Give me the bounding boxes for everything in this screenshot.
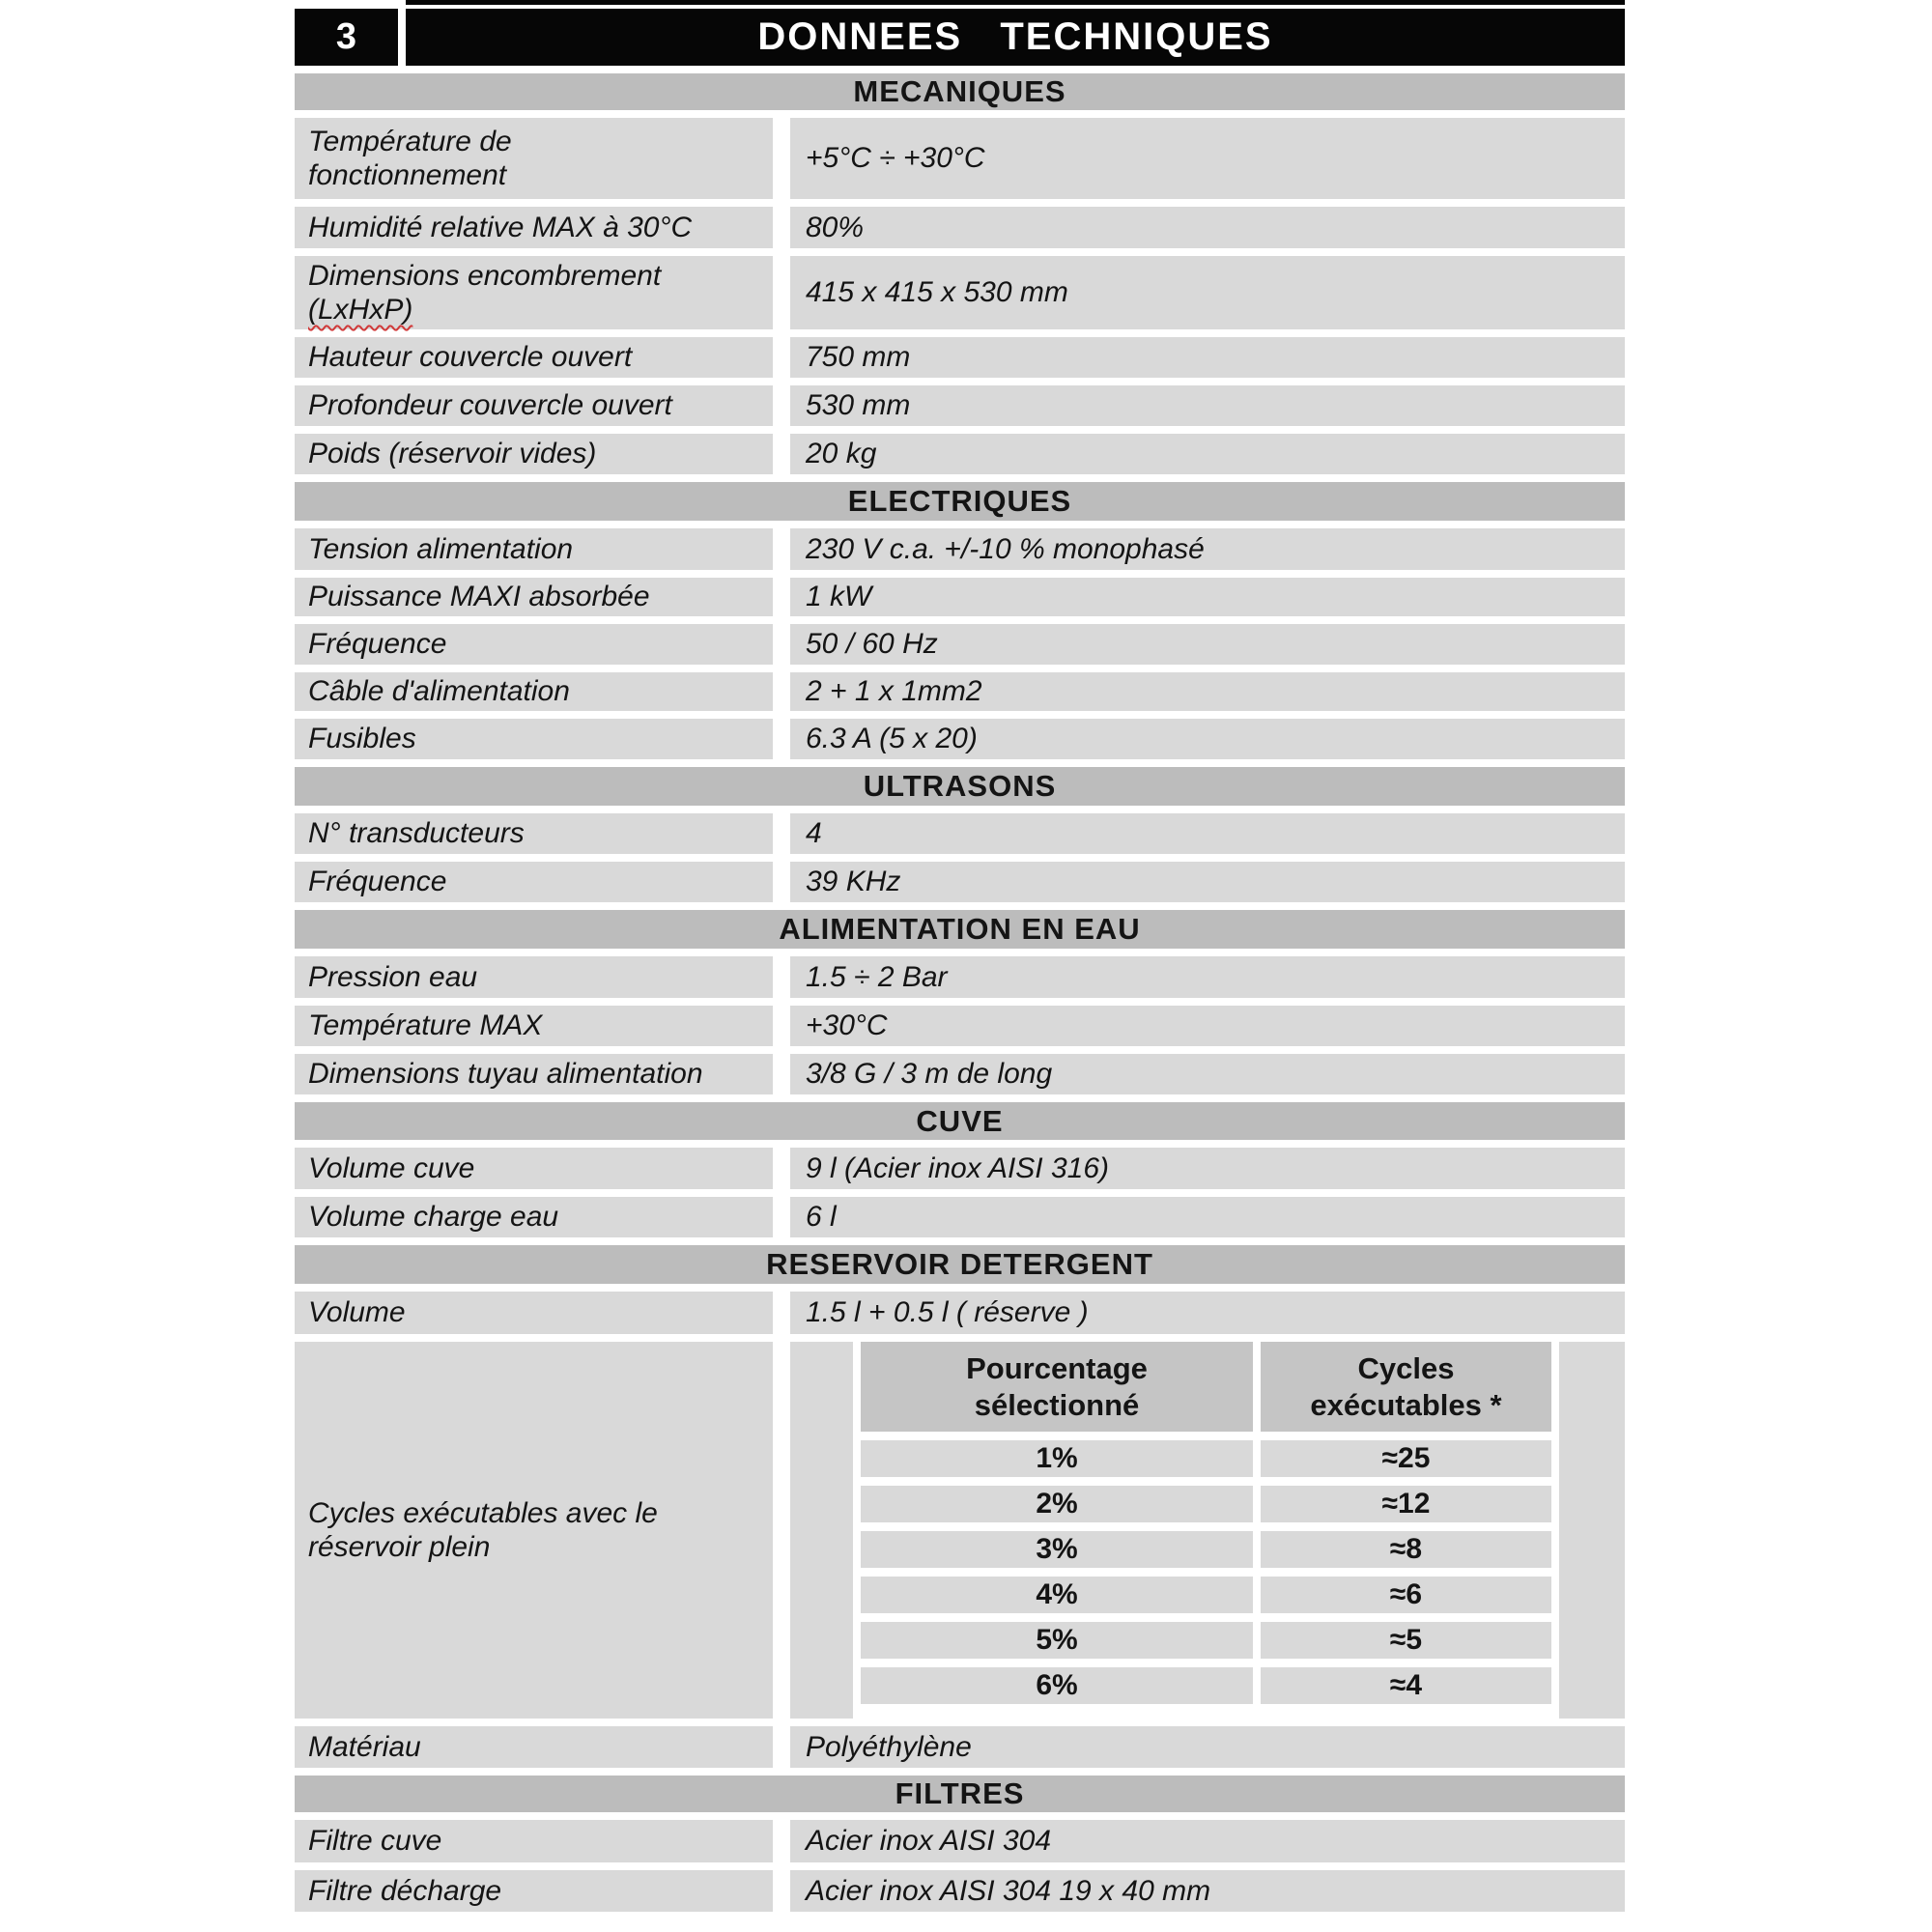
spec-label: Température MAX bbox=[295, 1006, 773, 1046]
spec-value: 530 mm bbox=[790, 385, 1625, 426]
spec-label: Poids (réservoir vides) bbox=[295, 434, 773, 474]
cycles-col-header-cycles: Cycles exécutables * bbox=[1261, 1342, 1551, 1432]
section-header-cuve: CUVE bbox=[295, 1102, 1625, 1140]
spec-value: +30°C bbox=[790, 1006, 1625, 1046]
spec-label: Fusibles bbox=[295, 719, 773, 759]
cycles-percent-cell: 4% bbox=[861, 1577, 1253, 1613]
cycles-percent-cell: 3% bbox=[861, 1531, 1253, 1568]
cycles-col-header-percentage: Pourcentage sélectionné bbox=[861, 1342, 1253, 1432]
spec-row-profondeur-couvercle bbox=[295, 385, 1625, 426]
spec-row-frequence-us bbox=[295, 862, 1625, 902]
spec-row-humidite bbox=[295, 207, 1625, 248]
spec-label: Volume charge eau bbox=[295, 1197, 773, 1237]
spec-row-poids bbox=[295, 434, 1625, 474]
spec-label: Humidité relative MAX à 30°C bbox=[295, 207, 773, 248]
section-header-alimentation-eau: ALIMENTATION EN EAU bbox=[295, 910, 1625, 949]
cycles-value-cell: ≈6 bbox=[1261, 1577, 1551, 1613]
spec-value: 1.5 l + 0.5 l ( réserve ) bbox=[790, 1292, 1625, 1334]
cycles-table bbox=[861, 1342, 1551, 1719]
spec-row-materiau bbox=[295, 1726, 1625, 1768]
spec-row-volume-cuve bbox=[295, 1148, 1625, 1189]
spec-label: Fréquence bbox=[295, 624, 773, 665]
spec-value: Polyéthylène bbox=[790, 1726, 1625, 1768]
spec-row-transducteurs bbox=[295, 813, 1625, 854]
spec-row-temperature-max bbox=[295, 1006, 1625, 1046]
spec-label: Filtre cuve bbox=[295, 1820, 773, 1862]
spec-value: +5°C ÷ +30°C bbox=[790, 118, 1625, 199]
cycles-percent-cell: 5% bbox=[861, 1622, 1253, 1659]
spec-value: Acier inox AISI 304 bbox=[790, 1820, 1625, 1862]
spec-label: Dimensions tuyau alimentation bbox=[295, 1054, 773, 1094]
spec-value: 2 + 1 x 1mm2 bbox=[790, 672, 1625, 711]
cycles-value-cell: ≈5 bbox=[1261, 1622, 1551, 1659]
spec-row-volume-charge-eau bbox=[295, 1197, 1625, 1237]
spec-row-cable bbox=[295, 672, 1625, 711]
cycles-percent-cell: 2% bbox=[861, 1486, 1253, 1522]
cycles-percent-cell: 6% bbox=[861, 1667, 1253, 1704]
spec-row-pression-eau bbox=[295, 956, 1625, 998]
spec-row-tuyau bbox=[295, 1054, 1625, 1094]
spec-label: Câble d'alimentation bbox=[295, 672, 773, 711]
cycles-value-cell: ≈25 bbox=[1261, 1440, 1551, 1477]
section-header-electriques: ELECTRIQUES bbox=[295, 482, 1625, 521]
spec-value: 20 kg bbox=[790, 434, 1625, 474]
page-title: DONNEES TECHNIQUES bbox=[406, 9, 1625, 66]
spec-label: Puissance MAXI absorbée bbox=[295, 578, 773, 616]
gray-filler-strip-left bbox=[790, 1342, 853, 1719]
spec-row-temperature-fonctionnement bbox=[295, 118, 1625, 199]
spec-label: Profondeur couvercle ouvert bbox=[295, 385, 773, 426]
spec-value: 6 l bbox=[790, 1197, 1625, 1237]
section-header-mecaniques: MECANIQUES bbox=[295, 73, 1625, 110]
spec-row-cycles-executables bbox=[295, 1342, 1625, 1719]
cycles-value-cell: ≈8 bbox=[1261, 1531, 1551, 1568]
spec-label-spellcheck-underline: (LxHxP) bbox=[308, 294, 413, 326]
gray-filler-strip-right bbox=[1559, 1342, 1625, 1719]
spec-label: N° transducteurs bbox=[295, 813, 773, 854]
spec-row-hauteur-couvercle bbox=[295, 337, 1625, 378]
spec-value: 50 / 60 Hz bbox=[790, 624, 1625, 665]
spec-value: 230 V c.a. +/-10 % monophasé bbox=[790, 528, 1625, 570]
cycles-percent-cell: 1% bbox=[861, 1440, 1253, 1477]
spec-value: Acier inox AISI 304 19 x 40 mm bbox=[790, 1870, 1625, 1912]
spec-row-dimensions-encombrement bbox=[295, 256, 1625, 329]
spec-value: 1 kW bbox=[790, 578, 1625, 616]
spec-label: Fréquence bbox=[295, 862, 773, 902]
spec-label: Température de fonctionnement bbox=[308, 125, 512, 191]
spec-value: 9 l (Acier inox AISI 316) bbox=[790, 1148, 1625, 1189]
spec-value: 3/8 G / 3 m de long bbox=[790, 1054, 1625, 1094]
top-rule-line bbox=[406, 0, 1625, 5]
spec-label: Pression eau bbox=[295, 956, 773, 998]
spec-label: Tension alimentation bbox=[295, 528, 773, 570]
technical-data-table bbox=[295, 0, 1625, 1919]
section-header-filtres: FILTRES bbox=[295, 1776, 1625, 1812]
spec-row-frequence-elec bbox=[295, 624, 1625, 665]
spec-label: Volume cuve bbox=[295, 1148, 773, 1189]
spec-row-tension bbox=[295, 528, 1625, 570]
spec-label: Dimensions encombrement bbox=[308, 259, 662, 292]
chapter-header bbox=[295, 9, 1625, 66]
spec-value: 415 x 415 x 530 mm bbox=[790, 256, 1625, 329]
cycles-value-cell: ≈12 bbox=[1261, 1486, 1551, 1522]
spec-label: Volume bbox=[295, 1292, 773, 1334]
cycles-value-cell: ≈4 bbox=[1261, 1667, 1551, 1704]
spec-value: 39 KHz bbox=[790, 862, 1625, 902]
spec-value: 1.5 ÷ 2 Bar bbox=[790, 956, 1625, 998]
spec-row-fusibles bbox=[295, 719, 1625, 759]
spec-label: Hauteur couvercle ouvert bbox=[295, 337, 773, 378]
spec-value: 6.3 A (5 x 20) bbox=[790, 719, 1625, 759]
spec-value: 750 mm bbox=[790, 337, 1625, 378]
spec-row-filtre-cuve bbox=[295, 1820, 1625, 1862]
spec-value: 80% bbox=[790, 207, 1625, 248]
spec-label: Filtre décharge bbox=[295, 1870, 773, 1912]
spec-label: Matériau bbox=[295, 1726, 773, 1768]
spec-row-volume-reservoir bbox=[295, 1292, 1625, 1334]
section-header-ultrasons: ULTRASONS bbox=[295, 767, 1625, 806]
spec-label: Cycles exécutables avec le réservoir plein bbox=[295, 1342, 773, 1719]
spec-row-filtre-decharge bbox=[295, 1870, 1625, 1912]
section-header-reservoir-detergent: RESERVOIR DETERGENT bbox=[295, 1245, 1625, 1284]
spec-value: 4 bbox=[790, 813, 1625, 854]
spec-row-puissance bbox=[295, 578, 1625, 616]
chapter-number: 3 bbox=[295, 9, 398, 66]
